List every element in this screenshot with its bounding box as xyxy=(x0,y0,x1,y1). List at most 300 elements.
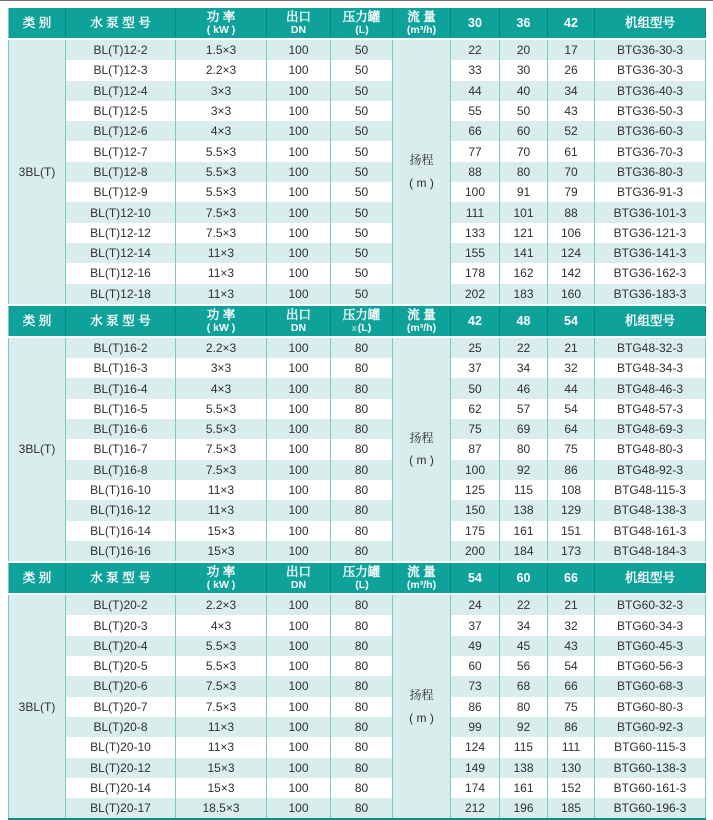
cell-outlet-dn: 100 xyxy=(267,121,331,141)
category-cell: 3BL(T) xyxy=(9,337,66,562)
cell-head-1: 62 xyxy=(451,399,500,419)
header-power-line2: ( kW ) xyxy=(206,322,236,335)
cell-unit-model: BTG60-56-3 xyxy=(595,656,706,676)
header-row xyxy=(9,305,706,337)
cell-head-3: 151 xyxy=(548,521,595,541)
cell-unit-model: BTG60-80-3 xyxy=(595,697,706,717)
cell-unit-model: BTG60-32-3 xyxy=(595,594,706,615)
cell-outlet-dn: 100 xyxy=(267,500,331,520)
table-row xyxy=(9,378,706,398)
cell-tank-volume: 50 xyxy=(331,284,393,305)
header-tank-line2 xyxy=(331,579,392,591)
header-tank-line1: 压力罐 xyxy=(342,564,381,579)
cell-outlet-dn: 100 xyxy=(267,378,331,398)
cell-pump-model: BL(T)20-7 xyxy=(66,697,176,717)
cell-head-1: 44 xyxy=(451,81,500,101)
cell-head-2: 34 xyxy=(500,358,548,378)
table-row xyxy=(9,521,706,541)
section-bl20 xyxy=(9,562,706,819)
header-unit-model: 机组型号 xyxy=(595,562,706,594)
cell-head-1: 111 xyxy=(451,202,500,222)
cell-tank-volume: 80 xyxy=(331,460,393,480)
cell-head-1: 33 xyxy=(451,60,500,80)
header-flow-line2: (m³/h) xyxy=(406,24,437,37)
cell-pump-model: BL(T)12-16 xyxy=(66,263,176,283)
cell-pump-model: BL(T)12-5 xyxy=(66,101,176,121)
cell-head-2: 60 xyxy=(500,121,548,141)
cell-head-3: 111 xyxy=(548,737,595,757)
cell-outlet-dn: 100 xyxy=(267,223,331,243)
table-row xyxy=(9,223,706,243)
cell-tank-volume: 50 xyxy=(331,81,393,101)
cell-power: 2.2×3 xyxy=(176,594,267,615)
lift-label-line1: 扬程 xyxy=(409,430,434,445)
header-pump-model: 水 泵 型 号 xyxy=(66,7,176,39)
table-row xyxy=(9,101,706,121)
table-row xyxy=(9,636,706,656)
cell-power: 5.5×3 xyxy=(176,141,267,161)
cell-tank-volume: 50 xyxy=(331,60,393,80)
cell-unit-model: BTG48-115-3 xyxy=(595,480,706,500)
table-row xyxy=(9,717,706,737)
cell-pump-model: BL(T)16-12 xyxy=(66,500,176,520)
cell-head-1: 149 xyxy=(451,758,500,778)
cell-head-3: 108 xyxy=(548,480,595,500)
cell-head-2: 40 xyxy=(500,81,548,101)
cell-head-1: 77 xyxy=(451,141,500,161)
cell-head-1: 37 xyxy=(451,615,500,635)
header-tank-unit: (L) xyxy=(357,322,372,335)
cell-pump-model: BL(T)16-6 xyxy=(66,419,176,439)
cell-head-2: 101 xyxy=(500,202,548,222)
header-tank-unit: (L) xyxy=(355,24,369,37)
header-flow-value-1: 30 xyxy=(451,7,500,39)
cell-pump-model: BL(T)20-14 xyxy=(66,778,176,798)
cell-head-1: 55 xyxy=(451,101,500,121)
cell-unit-model: BTG36-60-3 xyxy=(595,121,706,141)
cell-head-2: 80 xyxy=(500,439,548,459)
cell-tank-volume: 80 xyxy=(331,541,393,562)
cell-outlet-dn: 100 xyxy=(267,615,331,635)
header-category: 类 别 xyxy=(9,305,66,337)
header-flow-value-2: 36 xyxy=(500,7,548,39)
cell-pump-model: BL(T)12-18 xyxy=(66,284,176,305)
cell-head-1: 99 xyxy=(451,717,500,737)
cell-unit-model: BTG36-183-3 xyxy=(595,284,706,305)
cell-unit-model: BTG48-138-3 xyxy=(595,500,706,520)
cell-head-2: 141 xyxy=(500,243,548,263)
cell-pump-model: BL(T)12-14 xyxy=(66,243,176,263)
cell-head-2: 183 xyxy=(500,284,548,305)
header-flow-value-3: 42 xyxy=(548,7,595,39)
cell-pump-model: BL(T)12-7 xyxy=(66,141,176,161)
cell-unit-model: BTG60-45-3 xyxy=(595,636,706,656)
cell-pump-model: BL(T)16-4 xyxy=(66,378,176,398)
cell-head-3: 106 xyxy=(548,223,595,243)
cell-head-1: 100 xyxy=(451,460,500,480)
cell-head-3: 61 xyxy=(548,141,595,161)
cell-power: 5.5×3 xyxy=(176,656,267,676)
header-category: 类 别 xyxy=(9,7,66,39)
cell-tank-volume: 80 xyxy=(331,480,393,500)
cell-head-3: 54 xyxy=(548,656,595,676)
header-outlet-dn xyxy=(267,7,331,39)
cell-outlet-dn: 100 xyxy=(267,141,331,161)
cell-head-3: 130 xyxy=(548,758,595,778)
cell-head-2: 121 xyxy=(500,223,548,243)
table-row xyxy=(9,460,706,480)
cell-head-1: 100 xyxy=(451,182,500,202)
cell-outlet-dn: 100 xyxy=(267,521,331,541)
cell-outlet-dn: 100 xyxy=(267,737,331,757)
cell-outlet-dn: 100 xyxy=(267,460,331,480)
cell-unit-model: BTG48-34-3 xyxy=(595,358,706,378)
table-row xyxy=(9,337,706,358)
cell-head-1: 174 xyxy=(451,778,500,798)
table-row xyxy=(9,439,706,459)
cell-power: 11×3 xyxy=(176,717,267,737)
cell-unit-model: BTG48-80-3 xyxy=(595,439,706,459)
cell-head-3: 129 xyxy=(548,500,595,520)
table-row xyxy=(9,263,706,283)
cell-unit-model: BTG60-92-3 xyxy=(595,717,706,737)
header-row xyxy=(9,7,706,39)
cell-tank-volume: 80 xyxy=(331,717,393,737)
cell-pump-model: BL(T)20-10 xyxy=(66,737,176,757)
table-row xyxy=(9,162,706,182)
cell-head-2: 50 xyxy=(500,101,548,121)
cell-power: 15×3 xyxy=(176,758,267,778)
cell-outlet-dn: 100 xyxy=(267,717,331,737)
cell-power: 5.5×3 xyxy=(176,162,267,182)
cell-head-3: 88 xyxy=(548,202,595,222)
cell-head-3: 173 xyxy=(548,541,595,562)
table-row xyxy=(9,737,706,757)
cell-power: 1.5×3 xyxy=(176,39,267,60)
header-flow xyxy=(393,562,451,594)
table-row xyxy=(9,141,706,161)
header-tank xyxy=(331,7,393,39)
cell-power: 11×3 xyxy=(176,243,267,263)
cell-tank-volume: 80 xyxy=(331,521,393,541)
cell-tank-volume: 50 xyxy=(331,223,393,243)
cell-head-3: 79 xyxy=(548,182,595,202)
table-row xyxy=(9,480,706,500)
cell-unit-model: BTG60-115-3 xyxy=(595,737,706,757)
cell-power: 11×3 xyxy=(176,500,267,520)
pump-spec-table xyxy=(8,6,706,820)
cell-power: 7.5×3 xyxy=(176,697,267,717)
cell-head-2: 68 xyxy=(500,676,548,696)
cell-head-1: 37 xyxy=(451,358,500,378)
table-row xyxy=(9,615,706,635)
table-row xyxy=(9,358,706,378)
cell-power: 11×3 xyxy=(176,480,267,500)
cell-unit-model: BTG36-50-3 xyxy=(595,101,706,121)
cell-pump-model: BL(T)12-3 xyxy=(66,60,176,80)
cell-head-3: 86 xyxy=(548,460,595,480)
cell-power: 11×3 xyxy=(176,263,267,283)
cell-tank-volume: 80 xyxy=(331,656,393,676)
cell-head-3: 44 xyxy=(548,378,595,398)
cell-outlet-dn: 100 xyxy=(267,419,331,439)
header-outlet-dn xyxy=(267,305,331,337)
cell-head-3: 75 xyxy=(548,439,595,459)
cell-unit-model: BTG36-162-3 xyxy=(595,263,706,283)
header-row xyxy=(9,562,706,594)
cell-head-2: 92 xyxy=(500,460,548,480)
cell-pump-model: BL(T)16-2 xyxy=(66,337,176,358)
cell-pump-model: BL(T)16-8 xyxy=(66,460,176,480)
table-row xyxy=(9,541,706,562)
cell-head-3: 70 xyxy=(548,162,595,182)
header-tank-unit: (L) xyxy=(355,579,369,592)
cell-head-3: 75 xyxy=(548,697,595,717)
cell-power: 5.5×3 xyxy=(176,636,267,656)
cell-head-3: 185 xyxy=(548,798,595,819)
cell-head-1: 88 xyxy=(451,162,500,182)
cell-unit-model: BTG48-57-3 xyxy=(595,399,706,419)
cell-head-1: 133 xyxy=(451,223,500,243)
cell-head-2: 91 xyxy=(500,182,548,202)
header-flow-line2: (m³/h) xyxy=(406,579,437,592)
cell-tank-volume: 80 xyxy=(331,798,393,819)
cell-power: 7.5×3 xyxy=(176,202,267,222)
cell-power: 7.5×3 xyxy=(176,460,267,480)
cell-head-2: 57 xyxy=(500,399,548,419)
cell-pump-model: BL(T)20-5 xyxy=(66,656,176,676)
cell-head-1: 86 xyxy=(451,697,500,717)
cell-unit-model: BTG48-46-3 xyxy=(595,378,706,398)
header-tank-line2 xyxy=(331,24,392,36)
cell-head-2: 45 xyxy=(500,636,548,656)
cell-head-3: 32 xyxy=(548,615,595,635)
cell-head-1: 66 xyxy=(451,121,500,141)
header-power-line2: ( kW ) xyxy=(206,579,236,592)
cell-head-2: 80 xyxy=(500,162,548,182)
cell-pump-model: BL(T)20-12 xyxy=(66,758,176,778)
cell-power: 7.5×3 xyxy=(176,223,267,243)
cell-power: 5.5×3 xyxy=(176,182,267,202)
header-power-line2: ( kW ) xyxy=(206,24,236,37)
cell-head-2: 56 xyxy=(500,656,548,676)
header-flow-line1: 流 量 xyxy=(407,307,436,322)
table-row xyxy=(9,758,706,778)
cell-unit-model: BTG36-80-3 xyxy=(595,162,706,182)
cell-head-3: 26 xyxy=(548,60,595,80)
cell-power: 5.5×3 xyxy=(176,419,267,439)
cell-pump-model: BL(T)20-2 xyxy=(66,594,176,615)
cell-tank-volume: 80 xyxy=(331,439,393,459)
cell-head-3: 66 xyxy=(548,676,595,696)
cell-outlet-dn: 100 xyxy=(267,284,331,305)
cell-head-2: 34 xyxy=(500,615,548,635)
cell-outlet-dn: 100 xyxy=(267,243,331,263)
section-bl16 xyxy=(9,305,706,562)
cell-head-3: 64 xyxy=(548,419,595,439)
cell-unit-model: BTG36-30-3 xyxy=(595,60,706,80)
header-flow-line1: 流 量 xyxy=(407,9,436,24)
cell-tank-volume: 80 xyxy=(331,778,393,798)
table-row xyxy=(9,39,706,60)
cell-head-3: 43 xyxy=(548,101,595,121)
cell-tank-volume: 50 xyxy=(331,202,393,222)
header-unit-model: 机组型号 xyxy=(595,305,706,337)
header-flow-value-2: 60 xyxy=(500,562,548,594)
cell-outlet-dn: 100 xyxy=(267,81,331,101)
table-row xyxy=(9,202,706,222)
cell-unit-model: BTG48-184-3 xyxy=(595,541,706,562)
cell-unit-model: BTG36-141-3 xyxy=(595,243,706,263)
cell-head-1: 155 xyxy=(451,243,500,263)
cell-power: 11×3 xyxy=(176,284,267,305)
cell-unit-model: BTG36-30-3 xyxy=(595,39,706,60)
cell-tank-volume: 50 xyxy=(331,182,393,202)
cell-head-2: 80 xyxy=(500,697,548,717)
header-pump-model: 水 泵 型 号 xyxy=(66,562,176,594)
cell-head-2: 115 xyxy=(500,737,548,757)
cell-tank-volume: 80 xyxy=(331,594,393,615)
cell-pump-model: BL(T)12-4 xyxy=(66,81,176,101)
table-row xyxy=(9,399,706,419)
cell-unit-model: BTG48-32-3 xyxy=(595,337,706,358)
cell-outlet-dn: 100 xyxy=(267,480,331,500)
header-flow-line1: 流 量 xyxy=(407,564,436,579)
cell-head-1: 87 xyxy=(451,439,500,459)
cell-head-3: 43 xyxy=(548,636,595,656)
table-row xyxy=(9,594,706,615)
cell-tank-volume: 80 xyxy=(331,358,393,378)
cell-pump-model: BL(T)16-5 xyxy=(66,399,176,419)
cell-tank-volume: 80 xyxy=(331,636,393,656)
cell-head-3: 32 xyxy=(548,358,595,378)
cell-unit-model: BTG48-92-3 xyxy=(595,460,706,480)
cell-tank-volume: 80 xyxy=(331,697,393,717)
cell-outlet-dn: 100 xyxy=(267,202,331,222)
cell-pump-model: BL(T)16-10 xyxy=(66,480,176,500)
header-outlet-line1: 出口 xyxy=(285,564,311,579)
category-cell: 3BL(T) xyxy=(9,594,66,819)
cell-head-2: 138 xyxy=(500,500,548,520)
cell-head-1: 22 xyxy=(451,39,500,60)
cell-tank-volume: 80 xyxy=(331,337,393,358)
cell-head-1: 73 xyxy=(451,676,500,696)
cell-head-1: 60 xyxy=(451,656,500,676)
cell-head-1: 125 xyxy=(451,480,500,500)
lift-label-cell xyxy=(393,337,451,562)
cell-head-2: 161 xyxy=(500,778,548,798)
header-outlet-line2: DN xyxy=(290,579,307,592)
cell-unit-model: BTG48-69-3 xyxy=(595,419,706,439)
cell-unit-model: BTG36-40-3 xyxy=(595,81,706,101)
cell-power: 2.2×3 xyxy=(176,337,267,358)
cell-outlet-dn: 100 xyxy=(267,337,331,358)
cell-head-2: 115 xyxy=(500,480,548,500)
cell-outlet-dn: 100 xyxy=(267,358,331,378)
cell-power: 15×3 xyxy=(176,521,267,541)
cell-pump-model: BL(T)16-16 xyxy=(66,541,176,562)
lift-label-line2: ( m ) xyxy=(409,710,434,725)
header-flow-value-3: 54 xyxy=(548,305,595,337)
cell-pump-model: BL(T)16-14 xyxy=(66,521,176,541)
header-flow-value-3: 66 xyxy=(548,562,595,594)
header-power xyxy=(176,305,267,337)
cell-tank-volume: 50 xyxy=(331,39,393,60)
cell-outlet-dn: 100 xyxy=(267,39,331,60)
table-row xyxy=(9,81,706,101)
header-power xyxy=(176,7,267,39)
header-outlet-line2: DN xyxy=(290,322,307,335)
cell-power: 4×3 xyxy=(176,378,267,398)
lift-label-cell xyxy=(393,594,451,819)
cell-pump-model: BL(T)16-7 xyxy=(66,439,176,459)
header-outlet-line1: 出口 xyxy=(285,9,311,24)
cell-pump-model: BL(T)20-17 xyxy=(66,798,176,819)
header-power xyxy=(176,562,267,594)
cell-head-3: 17 xyxy=(548,39,595,60)
cell-tank-volume: 80 xyxy=(331,737,393,757)
cell-tank-volume: 80 xyxy=(331,399,393,419)
header-tank-line1: 压力罐 xyxy=(342,307,381,322)
header-flow-line2: (m³/h) xyxy=(406,322,437,335)
cell-outlet-dn: 100 xyxy=(267,676,331,696)
cell-unit-model: BTG36-70-3 xyxy=(595,141,706,161)
cell-tank-volume: 50 xyxy=(331,243,393,263)
cell-outlet-dn: 100 xyxy=(267,263,331,283)
cell-power: 7.5×3 xyxy=(176,676,267,696)
cell-head-2: 22 xyxy=(500,337,548,358)
cell-unit-model: BTG60-138-3 xyxy=(595,758,706,778)
table-row xyxy=(9,778,706,798)
cell-outlet-dn: 100 xyxy=(267,162,331,182)
cell-pump-model: BL(T)12-9 xyxy=(66,182,176,202)
cell-tank-volume: 80 xyxy=(331,500,393,520)
header-flow xyxy=(393,305,451,337)
header-flow-value-1: 42 xyxy=(451,305,500,337)
cell-pump-model: BL(T)16-3 xyxy=(66,358,176,378)
header-flow-value-1: 54 xyxy=(451,562,500,594)
cell-outlet-dn: 100 xyxy=(267,594,331,615)
header-flow-value-2: 48 xyxy=(500,305,548,337)
cell-head-2: 70 xyxy=(500,141,548,161)
cell-power: 15×3 xyxy=(176,778,267,798)
header-tank-line1: 压力罐 xyxy=(342,9,381,24)
cell-power: 4×3 xyxy=(176,615,267,635)
section-bl12 xyxy=(9,7,706,305)
cell-head-3: 142 xyxy=(548,263,595,283)
cell-head-1: 24 xyxy=(451,594,500,615)
header-power-line1: 功 率 xyxy=(206,9,236,24)
table-row xyxy=(9,121,706,141)
cell-outlet-dn: 100 xyxy=(267,798,331,819)
table-row xyxy=(9,60,706,80)
table-row xyxy=(9,676,706,696)
table-row xyxy=(9,182,706,202)
cell-unit-model: BTG36-91-3 xyxy=(595,182,706,202)
header-flow xyxy=(393,7,451,39)
table-row xyxy=(9,500,706,520)
cell-pump-model: BL(T)20-3 xyxy=(66,615,176,635)
header-pump-model: 水 泵 型 号 xyxy=(66,305,176,337)
cell-head-3: 152 xyxy=(548,778,595,798)
cell-head-3: 34 xyxy=(548,81,595,101)
cell-head-3: 21 xyxy=(548,337,595,358)
cell-head-1: 25 xyxy=(451,337,500,358)
cell-outlet-dn: 100 xyxy=(267,636,331,656)
cell-outlet-dn: 100 xyxy=(267,399,331,419)
cell-head-2: 138 xyxy=(500,758,548,778)
category-cell: 3BL(T) xyxy=(9,39,66,305)
